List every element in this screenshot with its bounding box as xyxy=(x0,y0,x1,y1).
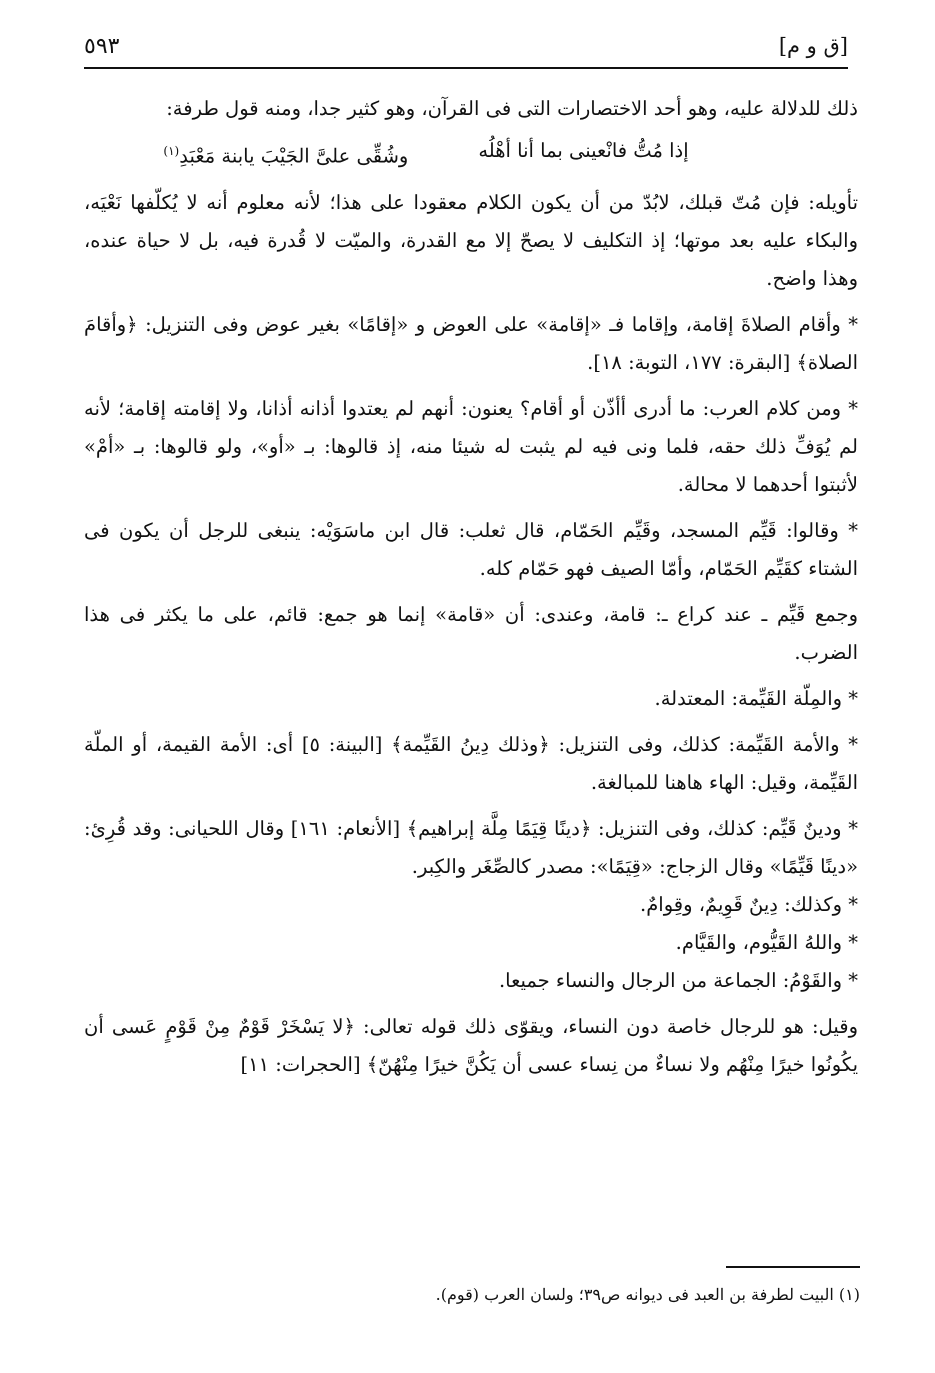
paragraph: * وأقام الصلاةَ إقامة، وإقاما فـ «إقامة» على العوض و «إقامًا» بغير عوض وفى التنزيل: ﴿وأقامَ الصلاة﴾ [البقرة: ١٧٧، التوبة: ١٨]. xyxy=(84,312,858,374)
page-header xyxy=(84,28,848,68)
paragraph: ذلك للدلالة عليه، وهو أحد الاختصارات التى فى القرآن، وهو كثير جدا، ومنه قول طرفة: xyxy=(166,97,858,120)
paragraph: * ودينٌ قَيِّم: كذلك، وفى التنزيل: ﴿دينًا قِيَمًا مِلَّة إبراهيم﴾ [الأنعام: ١٦١] وقال اللحيانى: وقد قُرِئ: «دينًا قَيِّمًا» وقال الزجاج: «قِيَمًا»: مصدر كالصِّغَر والكِبر. xyxy=(84,816,858,878)
paragraph: * ومن كلام العرب: ما أدرى أأذّن أو أقام؟ يعنون: أنهم لم يعتدوا أذانه أذانا، ولا إقامته إقامة؛ لأنه لم يُوَفِّ ذلك حقه، فلما ونى فيه لم يثبت له شيئا منه، إذ قالوها: بـ «أو»، ولو قالوها: بـ «أمْ» لأثبتوا أحدهما لا محالة. xyxy=(84,396,858,496)
verse-first-hemistich: إذا مُتُّ فانْعينى بما أنا أهْلُه xyxy=(478,139,689,162)
root-letters-heading: [ق و م] xyxy=(778,34,848,58)
header-divider xyxy=(84,67,848,69)
footnote-divider xyxy=(726,1266,860,1268)
footnote: (١) البيت لطرفة بن العبد فى ديوانه ص٣٩؛ ولسان العرب (قوم). xyxy=(435,1285,860,1304)
paragraph: وقيل: هو للرجال خاصة دون النساء، ويقوّى ذلك قوله تعالى: ﴿لا يَسْخَرْ قَوْمٌ مِنْ قَوْمٍ عَسى أن يكُونُوا خيرًا مِنْهُم ولا نساءٌ من نِساء عسى أن يَكُنَّ خيرًا مِنْهُنّ﴾ [الحجرات: ١١] xyxy=(84,1014,858,1076)
page-number: ٥٩٣ xyxy=(84,34,120,59)
verse-second-text: وشُقِّى علىَّ الجَيْبَ يابنة مَعْبَدِ xyxy=(179,144,409,168)
paragraph: * والقَوْمُ: الجماعة من الرجال والنساء جميعا. xyxy=(498,968,858,992)
verse-second-hemistich xyxy=(163,132,408,176)
main-text xyxy=(84,90,858,1092)
paragraph: تأويله: فإن مُتّ قبلك، لابُدّ من أن يكون الكلام معقودا على هذا؛ لأنه معلوم أنه لا يُكلّفها نَعْيَه، والبكاء عليه بعد موتها؛ إذ التكليف لا يصحّ إلا مع القدرة، والميّت لا قُدرة فيه، بل لا حياة عنده، وهذا واضح. xyxy=(84,190,859,290)
paragraph: وجمع قَيِّم ـ عند كراع ـ: قامة، وعندى: أن «قامة» إنما هو جمع: قائم، على ما يكثر فى هذا الضرب. xyxy=(84,602,858,664)
paragraph: * واللهُ القَيُّوم، والقَيَّام. xyxy=(675,930,858,954)
poetry-verse xyxy=(84,132,858,176)
paragraph: * والمِلّة القَيِّمة: المعتدلة. xyxy=(654,686,858,710)
paragraph: * وكذلك: دِينٌ قَوِيمٌ، وقِوامٌ. xyxy=(640,892,858,916)
paragraph: * وقالوا: قَيِّم المسجد، وقَيِّم الحَمّام، قال ثعلب: قال ابن ماسَوَيْه: ينبغى للرجل أن يكون فى الشتاء كقَيِّم الحَمّام، وأمّا الصيف فهو حَمّام كله. xyxy=(84,518,858,580)
paragraph: * والأمة القَيِّمة: كذلك، وفى التنزيل: ﴿وذلك دِينُ القَيِّمة﴾ [البينة: ٥] أى: الأمة القيمة، أو الملّة القَيِّمة، وقيل: الهاء هاهنا للمبالغة. xyxy=(84,732,859,794)
footnote-marker: (١) xyxy=(163,144,180,158)
